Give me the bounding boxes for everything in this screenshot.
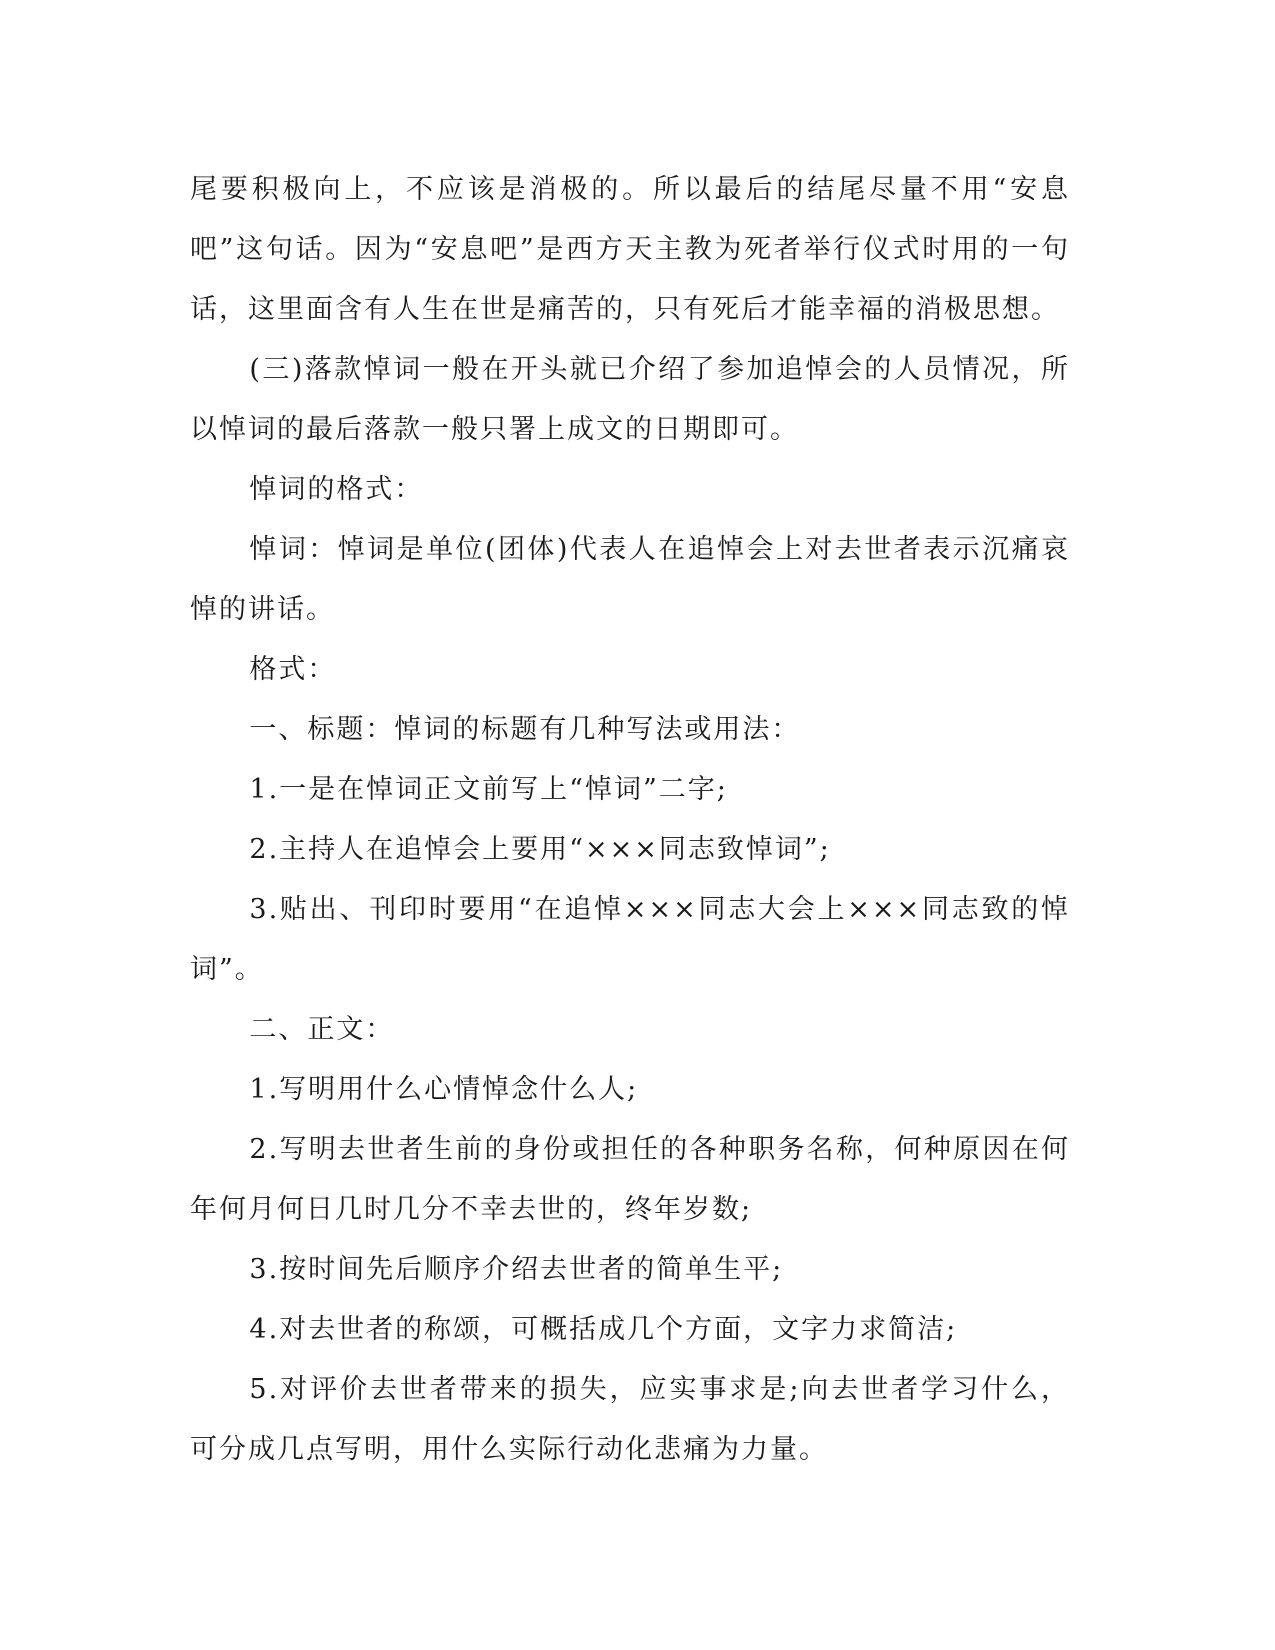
list-item: 2.写明去世者生前的身份或担任的各种职务名称，何种原因在何年何月何日几时几分不幸去世的，终年岁数;: [190, 1134, 1070, 1225]
list-item: 5.对评价去世者带来的损失，应实事求是;向去世者学习什么，可分成几点写明，用什么实际行动化悲痛为力量。: [190, 1374, 1070, 1465]
paragraph-format-heading: 悼词的格式：: [249, 474, 424, 505]
list-item: 4.对去世者的称颂，可概括成几个方面，文字力求简洁;: [249, 1314, 958, 1345]
document-body: [190, 160, 1070, 1480]
list-item: 3.按时间先后顺序介绍去世者的简单生平;: [249, 1254, 784, 1285]
section-heading-body: 二、正文：: [249, 1014, 395, 1045]
paragraph-signature: (三)落款悼词一般在开头就已介绍了参加追悼会的人员情况，所以悼词的最后落款一般只署上成文的日期即可。: [190, 354, 1070, 445]
list-item: 3.贴出、刊印时要用“在追悼×××同志大会上×××同志致的悼词”。: [190, 894, 1070, 985]
paragraph-conclusion-continued: 尾要积极向上，不应该是消极的。所以最后的结尾尽量不用“安息吧”这句话。因为“安息吧”是西方天主教为死者举行仪式时用的一句话，这里面含有人生在世是痛苦的，只有死后才能幸福的消极思想。: [190, 174, 1070, 325]
list-item: 1.写明用什么心情悼念什么人;: [249, 1074, 639, 1105]
section-heading-title: 一、标题：悼词的标题有几种写法或用法：: [249, 714, 801, 745]
list-item: 2.主持人在追悼会上要用“×××同志致悼词”;: [249, 834, 831, 865]
paragraph-definition: 悼词：悼词是单位(团体)代表人在追悼会上对去世者表示沉痛哀悼的讲话。: [190, 534, 1070, 625]
paragraph-format-label: 格式：: [249, 654, 337, 685]
list-item: 1.一是在悼词正文前写上“悼词”二字;: [249, 774, 728, 805]
